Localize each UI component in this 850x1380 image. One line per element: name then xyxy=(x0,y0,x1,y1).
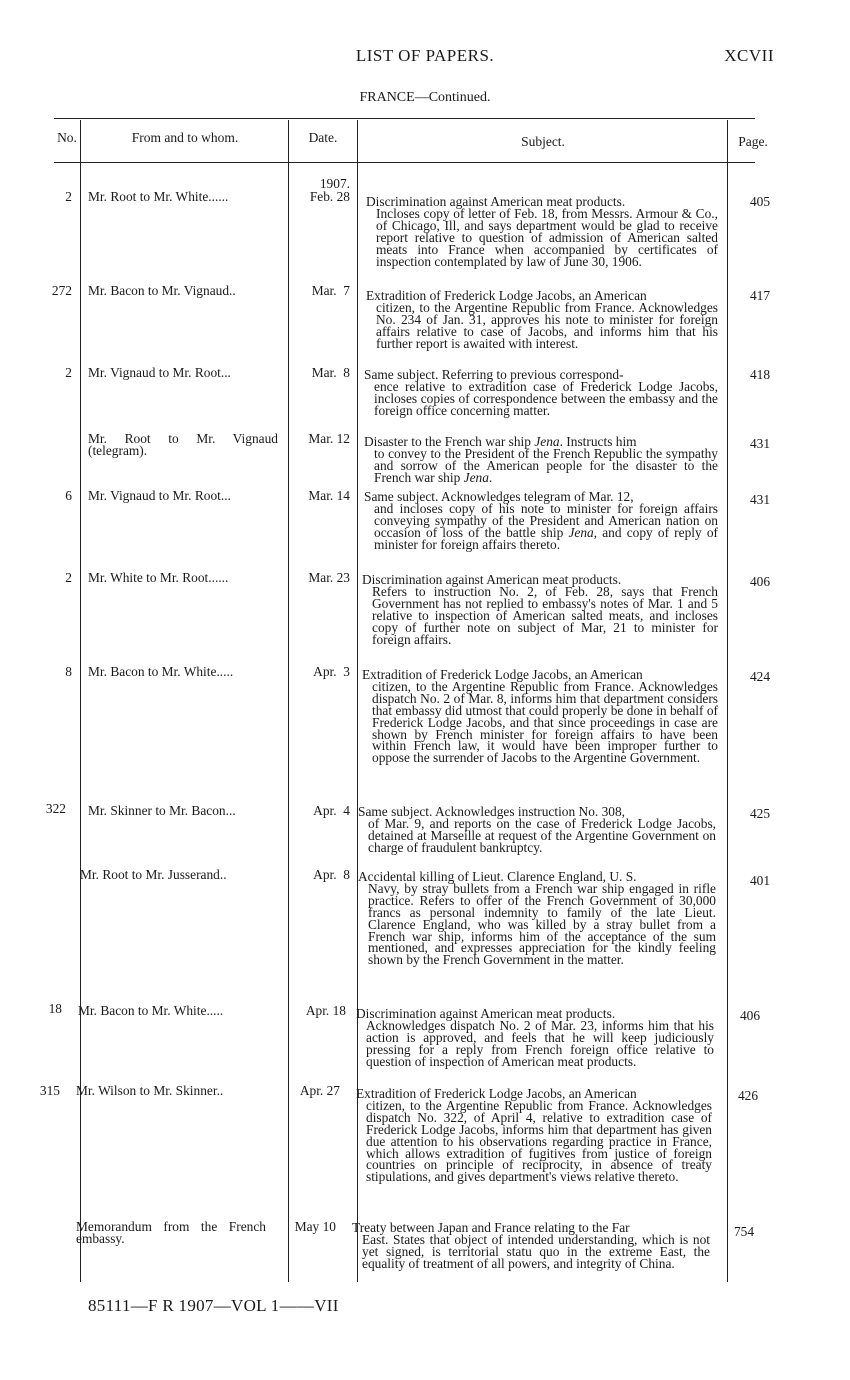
row-subject-first-line: Discrimination against American meat products. xyxy=(362,572,622,587)
row-subject xyxy=(362,574,718,645)
page-title: LIST OF PAPERS. xyxy=(355,46,495,65)
row-from-to: Memorandum from the French embassy. xyxy=(76,1219,270,1246)
row-subject-first-line: Discrimination against American meat products. xyxy=(356,1006,616,1021)
row-page: 431 xyxy=(749,492,771,507)
row-from-to: Mr. Bacon to Mr. White..... xyxy=(88,664,234,679)
row-date: Mar. 7 xyxy=(311,283,350,298)
row-from-to: Mr. Root to Mr. Jusserand.. xyxy=(80,867,227,882)
row-page: 426 xyxy=(737,1088,759,1103)
row-from-to: Mr. Bacon to Mr. Vignaud.. xyxy=(88,283,236,298)
row-page: 406 xyxy=(739,1008,761,1023)
row-subject xyxy=(366,290,718,350)
row-subject-first-line: Disaster to the French war ship Jena. Instructs him xyxy=(364,434,637,449)
row-subject-continuation: citizen, to the Argentine Republic from France. Acknowledges dispatch No. 2 of Mar. 8, informs him that department considers that embassy did utmost that could properly be done in behalf of Frederick Lodge Jacobs, and that since proceedings in case are shown by French minister for foreign affairs to have been within French law, it would have been improper further to oppose the surrender of Jacobs to the Argentine Government. xyxy=(372,678,718,766)
row-subject-first-line: Same subject. Acknowledges instruction No. 308, xyxy=(358,804,626,819)
row-number: 315 xyxy=(39,1083,60,1098)
row-from-to: Mr. Root to Mr. Vignaud (telegram). xyxy=(88,431,282,458)
column-divider xyxy=(727,120,728,1282)
row-subject-continuation: Navy, by stray bullets from a French war ship engaged in rifle practice. Refers to offer of the French Government of 30,000 francs as personal indemnity to family of the late Lieut. Clarence England, who was killed by a stray bullet from a French war ship, informs him of the acceptance of the sum mentioned, and expresses appreciation for the kindly feeling shown by the French Government in the matter. xyxy=(368,880,716,968)
row-subject-continuation: citizen, to the Argentine Republic from France. Acknowledges No. 234 of Jan. 31, approves his note to minister for foreign affairs relative to case of Jacobs, and informs him that his further report is awaited with interest. xyxy=(376,299,718,351)
column-header-subject: Subject. xyxy=(521,134,565,149)
row-subject xyxy=(364,436,718,484)
column-divider xyxy=(80,120,81,1282)
row-subject-first-line: Discrimination against American meat products. xyxy=(366,194,626,209)
row-from-to: Mr. Skinner to Mr. Bacon... xyxy=(88,803,236,818)
row-date: Feb. 28 xyxy=(309,189,350,204)
row-page: 754 xyxy=(733,1224,755,1239)
row-page: 424 xyxy=(749,669,771,684)
row-page: 425 xyxy=(749,806,771,821)
column-header-page: Page. xyxy=(738,134,768,149)
row-from-to: Mr. White to Mr. Root...... xyxy=(88,570,229,585)
row-from-to: Mr. Bacon to Mr. White..... xyxy=(78,1003,224,1018)
row-subject-first-line: Extradition of Frederick Lodge Jacobs, an American xyxy=(362,667,643,682)
row-number: 18 xyxy=(48,1001,62,1016)
footer-signature: 85111—F R 1907—VOL 1——VII xyxy=(88,1296,339,1315)
header-bottom-rule xyxy=(54,162,755,163)
row-subject-first-line: Extradition of Frederick Lodge Jacobs, an American xyxy=(366,288,647,303)
row-date: Mar. 14 xyxy=(308,488,350,503)
row-from-to: Mr. Wilson to Mr. Skinner.. xyxy=(76,1083,224,1098)
row-number: 2 xyxy=(65,570,72,585)
row-from-to: Mr. Root to Mr. White...... xyxy=(88,189,229,204)
column-header-no: No. xyxy=(57,130,77,145)
row-number: 8 xyxy=(65,664,72,679)
row-subject xyxy=(358,871,716,966)
row-date: Apr. 8 xyxy=(313,867,350,882)
row-date: Mar. 23 xyxy=(308,570,350,585)
row-page: 417 xyxy=(749,288,771,303)
row-subject-first-line: Accidental killing of Lieut. Clarence England, U. S. xyxy=(358,869,637,884)
row-date: Apr. 18 xyxy=(305,1003,346,1018)
row-page: 431 xyxy=(749,436,771,451)
row-subject xyxy=(364,369,718,417)
row-subject-first-line: Treaty between Japan and France relating to the Far xyxy=(352,1220,630,1235)
row-subject-continuation: citizen, to the Argentine Republic from France. Acknowledges dispatch No. 322, of April 4, relative to extradition case of Frederick Lodge Jacobs, informs him that department has given due attention to his observations regarding practice in France, which allows extradition of fugitives from justice of foreign countries on principle of reciprocity, in absence of treaty stipulations, and gives department's views relative thereto. xyxy=(366,1097,712,1185)
section-heading: FRANCE—Continued. xyxy=(359,90,491,105)
row-date: Apr. 27 xyxy=(299,1083,340,1098)
row-subject xyxy=(358,806,716,854)
year-label: 1907. xyxy=(319,176,350,191)
row-from-to: Mr. Vignaud to Mr. Root... xyxy=(88,488,231,503)
row-page: 418 xyxy=(749,367,771,382)
row-subject xyxy=(362,669,718,764)
row-subject-first-line: Same subject. Referring to previous correspond- xyxy=(364,367,624,382)
row-subject-continuation: East. States that object of intended understanding, which is not yet signed, is territorial statu quo in the extreme East, the equality of treatment of all powers, and integrity of China. xyxy=(362,1231,710,1271)
column-header-from: From and to whom. xyxy=(131,130,239,145)
row-subject-continuation: Refers to instruction No. 2, of Feb. 28, says that French Government has not replied to embassy's notes of Mar. 1 and 5 relative to inspection of American salted meats, and incloses copy of further note on subject of Mar, 21 to minister for foreign affairs. xyxy=(372,583,718,647)
row-date: Apr. 3 xyxy=(313,664,350,679)
row-date: Mar. 8 xyxy=(311,365,350,380)
row-number: 2 xyxy=(65,365,72,380)
page-number-roman: XCVII xyxy=(724,46,774,65)
row-subject-continuation: ence relative to extradition case of Frederick Lodge Jacobs, incloses copies of correspondence between the embassy and the foreign office concerning matter. xyxy=(374,378,718,418)
row-subject-continuation: and incloses copy of his note to minister for foreign affairs conveying sympathy of the President and American nation on occasion of loss of the battle ship Jena, and copy of reply of minister for foreign affairs thereto. xyxy=(374,500,718,552)
row-number: 2 xyxy=(65,189,72,204)
row-subject xyxy=(364,491,718,551)
column-header-date: Date. xyxy=(308,130,338,145)
row-subject xyxy=(356,1008,714,1068)
row-subject-continuation: Incloses copy of letter of Feb. 18, from Messrs. Armour & Co., of Chicago, Ill, and says department would be glad to receive report relative to question of admission of American salted meats into France when accompanied by certificates of inspection contemplated by law of June 30, 1906. xyxy=(376,205,718,269)
row-date: Mar. 12 xyxy=(308,431,350,446)
row-subject xyxy=(352,1222,710,1270)
row-number: 6 xyxy=(65,488,72,503)
row-subject-continuation: of Mar. 9, and reports on the case of Frederick Lodge Jacobs, detained at Marseille at request of the Argentine Government on charge of fraudulent bankruptcy. xyxy=(368,815,716,855)
row-subject-first-line: Extradition of Frederick Lodge Jacobs, an American xyxy=(356,1086,637,1101)
row-subject xyxy=(356,1088,712,1183)
row-number: 272 xyxy=(51,283,72,298)
row-number: 322 xyxy=(45,801,66,816)
row-page: 405 xyxy=(749,194,771,209)
row-subject-continuation: to convey to the President of the French Republic the sympathy and sorrow of the American people for the disaster to the French war ship Jena. xyxy=(374,445,718,485)
row-date: Apr. 4 xyxy=(313,803,350,818)
row-subject xyxy=(366,196,718,267)
column-divider xyxy=(288,120,289,1282)
table-top-rule xyxy=(54,118,755,119)
row-page: 401 xyxy=(749,873,771,888)
row-page: 406 xyxy=(749,574,771,589)
row-subject-first-line: Same subject. Acknowledges telegram of Mar. 12, xyxy=(364,489,634,504)
row-date: May 10 xyxy=(294,1219,336,1234)
row-subject-continuation: Acknowledges dispatch No. 2 of Mar. 23, informs him that his action is approved, and feels that he will keep judiciously pressing for a reply from French foreign office relative to question of inspection of American meat products. xyxy=(366,1017,714,1069)
row-from-to: Mr. Vignaud to Mr. Root... xyxy=(88,365,231,380)
